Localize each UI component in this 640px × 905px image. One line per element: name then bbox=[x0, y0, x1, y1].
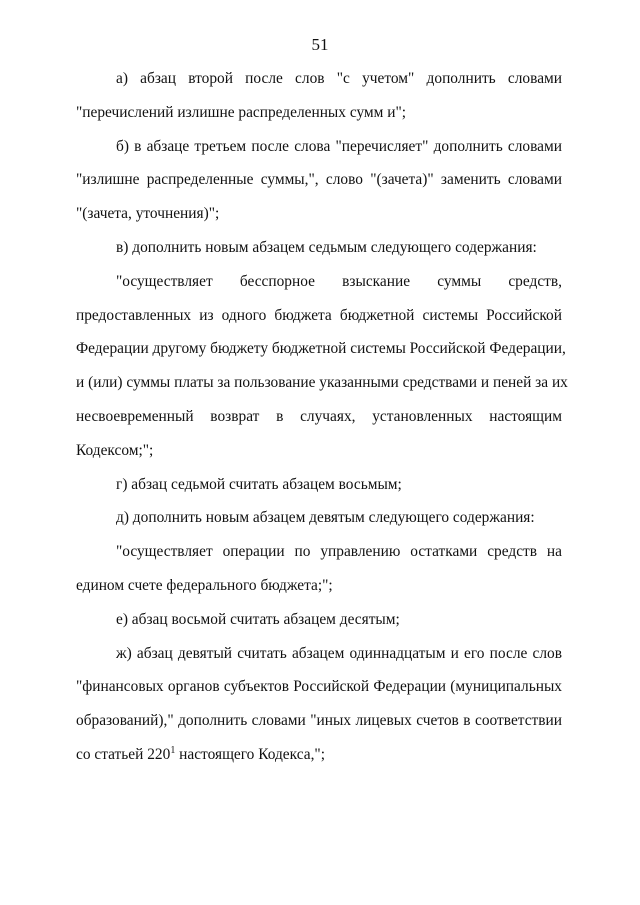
paragraph-d-line-1: д) дополнить новым абзацем девятым следующего содержания: bbox=[116, 509, 535, 527]
quote-1-line-5: несвоевременный возврат в случаях, установленных настоящим bbox=[76, 407, 562, 425]
paragraph-b-line-1: б) в абзаце третьем после слова "перечисляет" дополнить словами bbox=[116, 137, 562, 155]
quote-1-line-3: Федерации другому бюджету бюджетной системы Российской Федерации, bbox=[76, 340, 566, 358]
article-superscript: 1 bbox=[170, 744, 176, 756]
paragraph-a-line-2: "перечислений излишне распределенных сумм и"; bbox=[76, 103, 407, 121]
paragraph-e-line-1: е) абзац восьмой считать абзацем десятым; bbox=[116, 610, 400, 628]
paragraph-a-line-1: а) абзац второй после слов "с учетом" дополнить словами bbox=[116, 70, 562, 87]
quote-1-line-2: предоставленных из одного бюджета бюджетной системы Российской bbox=[76, 306, 562, 324]
quote-2-line-1: "осуществляет операции по управлению остатками средств на bbox=[116, 543, 562, 561]
quote-2-line-2: едином счете федерального бюджета;"; bbox=[76, 576, 333, 594]
paragraph-zh-line-1: ж) абзац девятый считать абзацем одиннадцатым и его после слов bbox=[116, 644, 562, 662]
paragraph-b-line-3: "(зачета, уточнения)"; bbox=[76, 205, 220, 223]
paragraph-zh-line-4-start: со статьей 220 bbox=[76, 745, 171, 763]
page-number: 51 bbox=[311, 35, 329, 54]
quote-1-line-4: и (или) суммы платы за пользование указанными средствами и пеней за их bbox=[76, 374, 568, 392]
document-body bbox=[76, 62, 568, 772]
paragraph-zh-line-4 bbox=[76, 738, 562, 772]
quote-1-line-6: Кодексом;"; bbox=[76, 441, 154, 459]
paragraph-zh-line-3: образований)," дополнить словами "иных лицевых счетов в соответствии bbox=[76, 712, 562, 730]
quote-1-line-1: "осуществляет бесспорное взыскание суммы средств, bbox=[116, 272, 562, 290]
paragraph-zh-line-4-end: настоящего Кодекса,"; bbox=[175, 745, 325, 763]
paragraph-zh-line-2: "финансовых органов субъектов Российской Федерации (муниципальных bbox=[76, 678, 562, 696]
paragraph-v-line-1: в) дополнить новым абзацем седьмым следующего содержания: bbox=[116, 238, 537, 256]
paragraph-g-line-1: г) абзац седьмой считать абзацем восьмым; bbox=[116, 475, 402, 493]
paragraph-b-line-2: "излишне распределенные суммы,", слово "(зачета)" заменить словами bbox=[76, 171, 562, 189]
